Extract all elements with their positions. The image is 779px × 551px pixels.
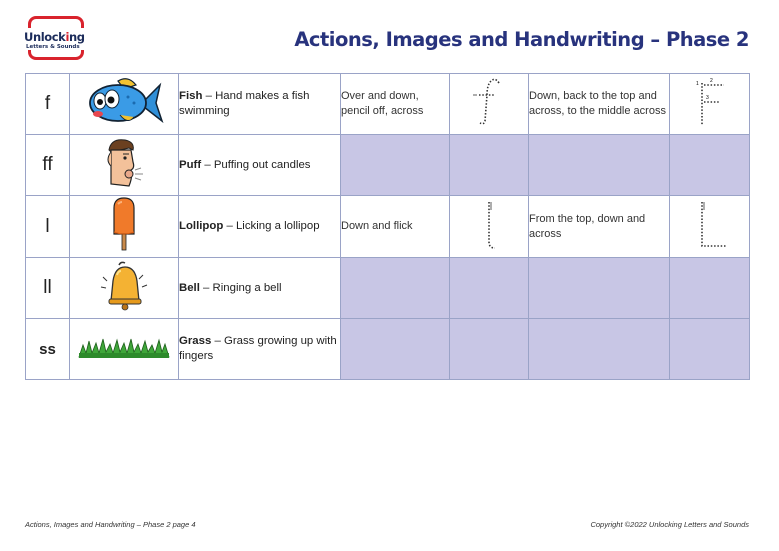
empty-shaded-cell: [529, 258, 670, 319]
empty-shaded-cell: [670, 258, 750, 319]
grapheme-cell: ss: [26, 319, 70, 380]
table-row: [26, 319, 750, 380]
letter-F-trace-icon: [690, 75, 730, 129]
uppercase-trace: [670, 74, 750, 135]
keyword: Grass: [179, 335, 212, 347]
table-row: [26, 74, 750, 135]
footer-copyright: Copyright ©2022 Unlocking Letters and Sounds: [590, 520, 749, 529]
face-blowing-icon: [99, 136, 149, 190]
grapheme-cell: ll: [26, 258, 70, 319]
logo-subtitle: Letters & Sounds: [26, 44, 80, 50]
table-row: [26, 196, 750, 258]
action-cell: [179, 74, 341, 135]
action-text: – Licking a lollipop: [223, 220, 320, 232]
uppercase-trace: [670, 196, 750, 258]
picture-cell: [70, 74, 179, 135]
empty-shaded-cell: [450, 258, 529, 319]
empty-shaded-cell: [670, 135, 750, 196]
grapheme-cell: ff: [26, 135, 70, 196]
letter-L-trace-icon: [690, 196, 730, 252]
grapheme-cell: l: [26, 196, 70, 258]
empty-shaded-cell: [450, 319, 529, 380]
footer-page-label: Actions, Images and Handwriting – Phase 2 page 4: [25, 520, 196, 529]
keyword: Lollipop: [179, 220, 224, 232]
lowercase-instruction: Over and down, pencil off, across: [341, 74, 450, 135]
uppercase-instruction: From the top, down and across: [529, 196, 670, 258]
action-cell: [179, 258, 341, 319]
lowercase-instruction: Down and flick: [341, 196, 450, 258]
empty-shaded-cell: [529, 135, 670, 196]
grass-icon: [77, 335, 171, 359]
empty-shaded-cell: [670, 319, 750, 380]
grapheme-cell: f: [26, 74, 70, 135]
unlocking-logo: [22, 16, 92, 64]
action-cell: [179, 135, 341, 196]
action-text: – Ringing a bell: [199, 281, 282, 294]
page-title: Actions, Images and Handwriting – Phase 2: [294, 28, 749, 51]
empty-shaded-cell: [529, 319, 670, 380]
keyword: Fish: [179, 90, 203, 102]
lowercase-trace: [450, 74, 529, 135]
table-row: [26, 258, 750, 319]
action-cell: [179, 196, 341, 258]
action-text: – Hand makes a fish swimming: [179, 90, 310, 117]
stroke-number: 1: [695, 80, 699, 87]
keyword: Bell: [179, 281, 200, 294]
stroke-number: 3: [705, 94, 709, 101]
logo-wordmark: Unlocking: [24, 30, 85, 44]
letter-l-trace-icon: [469, 196, 509, 252]
table-row: [26, 135, 750, 196]
empty-shaded-cell: [341, 135, 450, 196]
bell-icon: [97, 259, 151, 313]
empty-shaded-cell: [341, 319, 450, 380]
picture-cell: [70, 258, 179, 319]
action-text: – Grass growing up with fingers: [179, 335, 337, 362]
picture-cell: [70, 135, 179, 196]
phonics-table: [25, 73, 750, 380]
stroke-number: 2: [709, 77, 713, 84]
letter-f-trace-icon: [469, 75, 509, 129]
empty-shaded-cell: [450, 135, 529, 196]
fish-icon: [84, 77, 164, 127]
uppercase-instruction: Down, back to the top and across, to the middle across: [529, 74, 670, 135]
picture-cell: [70, 196, 179, 258]
keyword: Puff: [179, 158, 202, 171]
lollipop-icon: [104, 196, 144, 252]
action-cell: [179, 319, 341, 380]
lowercase-trace: [450, 196, 529, 258]
picture-cell: [70, 319, 179, 380]
action-text: – Puffing out candles: [201, 158, 311, 171]
empty-shaded-cell: [341, 258, 450, 319]
